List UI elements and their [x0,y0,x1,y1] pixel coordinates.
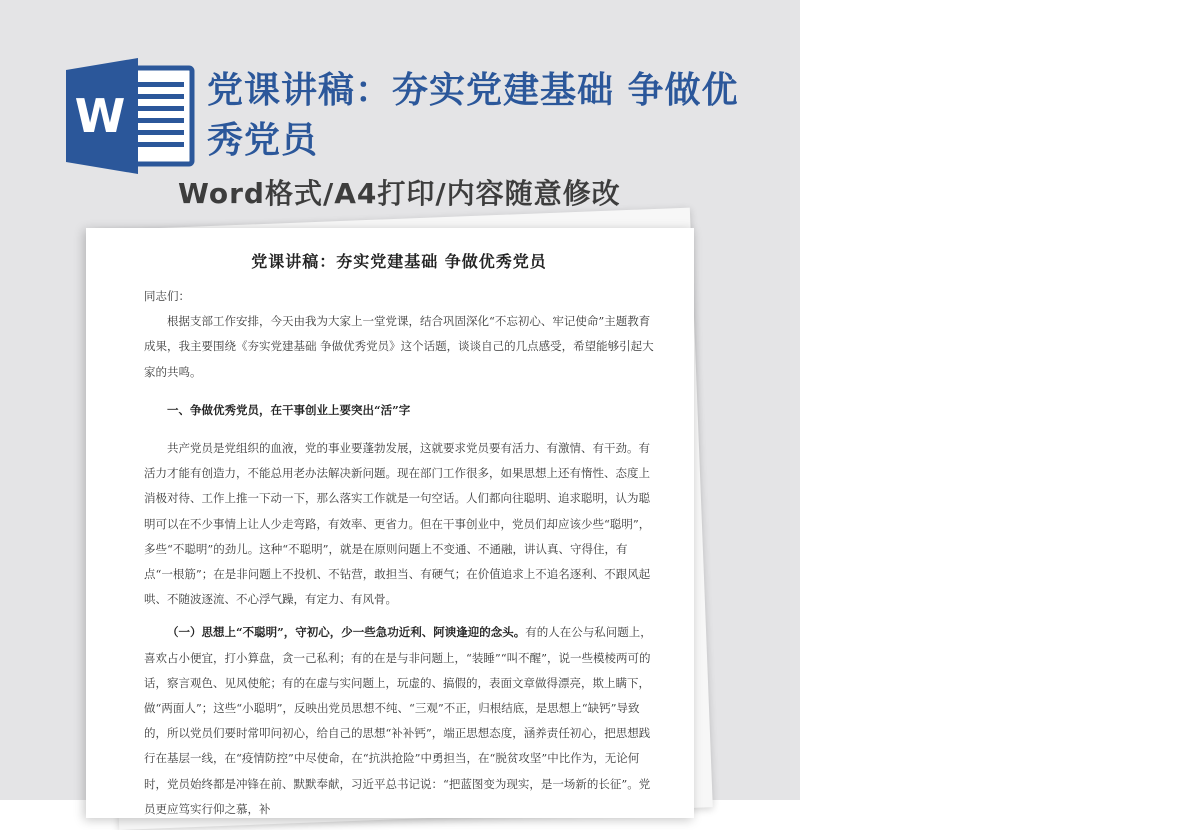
subsection-heading: （一）思想上“不聪明”，守初心，少一些急功近利、阿谀逢迎的念头。 [167,625,526,640]
salutation: 同志们： [144,289,190,303]
subsection-body: 有的人在公与私问题上，喜欢占小便宜，打小算盘，贪一己私利；有的在是与非问题上，“装睡”“叫不醒”，说一些模棱两可的话，察言观色、见风使舵；有的在虚与实问题上，玩虚的、搞假的，表面文章做得漂亮，欺上瞒下，做“两面人”；这些“小聪明”，反映出党员思想不纯、“三观”不正，归根结底，是思想上“缺钙”导致的，所以党员们要时常叩问初心，给自己的思想“补补钙”，端正思想态度，涵养责任初心，把思想践行在基层一线，在“疫情防控”中尽使命，在“抗洪抢险”中勇担当，在“脱贫攻坚”中比作为，无论何时，党员始终都是冲锋在前、默默奉献，习近平总书记说：“把蓝图变为现实，是一场新的长征”。党员更应笃实行仰之慕，补 [144,625,652,816]
section-heading: 一、争做优秀党员，在干事创业上要突出“活”字 [167,402,411,417]
document-body [144,284,654,822]
blank-panel [800,0,1200,800]
document-page [86,228,694,818]
subsection-paragraph [144,620,654,822]
intro-paragraph: 根据支部工作安排，今天由我为大家上一堂党课，结合巩固深化“不忘初心、牢记使命”主题教育成果，我主要围绕《夯实党建基础 争做优秀党员》这个话题，谈谈自己的几点感受，希望能够引起大家的共鸣。 [144,314,654,379]
page-title: 党课讲稿：夯实党建基础 争做优秀党员 [207,70,739,161]
section-paragraph: 共产党员是党组织的血液，党的事业要蓬勃发展，这就要求党员要有活力、有激情、有干劲。有活力才能有创造力，不能总用老办法解决新问题。现在部门工作很多，如果思想上还有惰性、态度上消极对待、工作上推一下动一下，那么落实工作就是一句空话。人们都向往聪明、追求聪明，认为聪明可以在不少事情上让人少走弯路，有效率、更省力。但在干事创业中，党员们却应该少些“聪明”，多些“不聪明”的劲儿。这种“不聪明”，就是在原则问题上不变通、不通融，讲认真、守得住，有点“一根筋”；在是非问题上不投机、不钻营，敢担当、有硬气；在价值追求上不追名逐利、不跟风起哄、不随波逐流、不心浮气躁，有定力、有风骨。 [144,441,651,607]
document-title: 党课讲稿：夯实党建基础 争做优秀党员 [251,252,547,271]
format-subtitle: Word格式/A4打印/内容随意修改 [178,177,621,210]
word-icon [66,58,196,174]
word-icon-letter: W [74,89,126,143]
